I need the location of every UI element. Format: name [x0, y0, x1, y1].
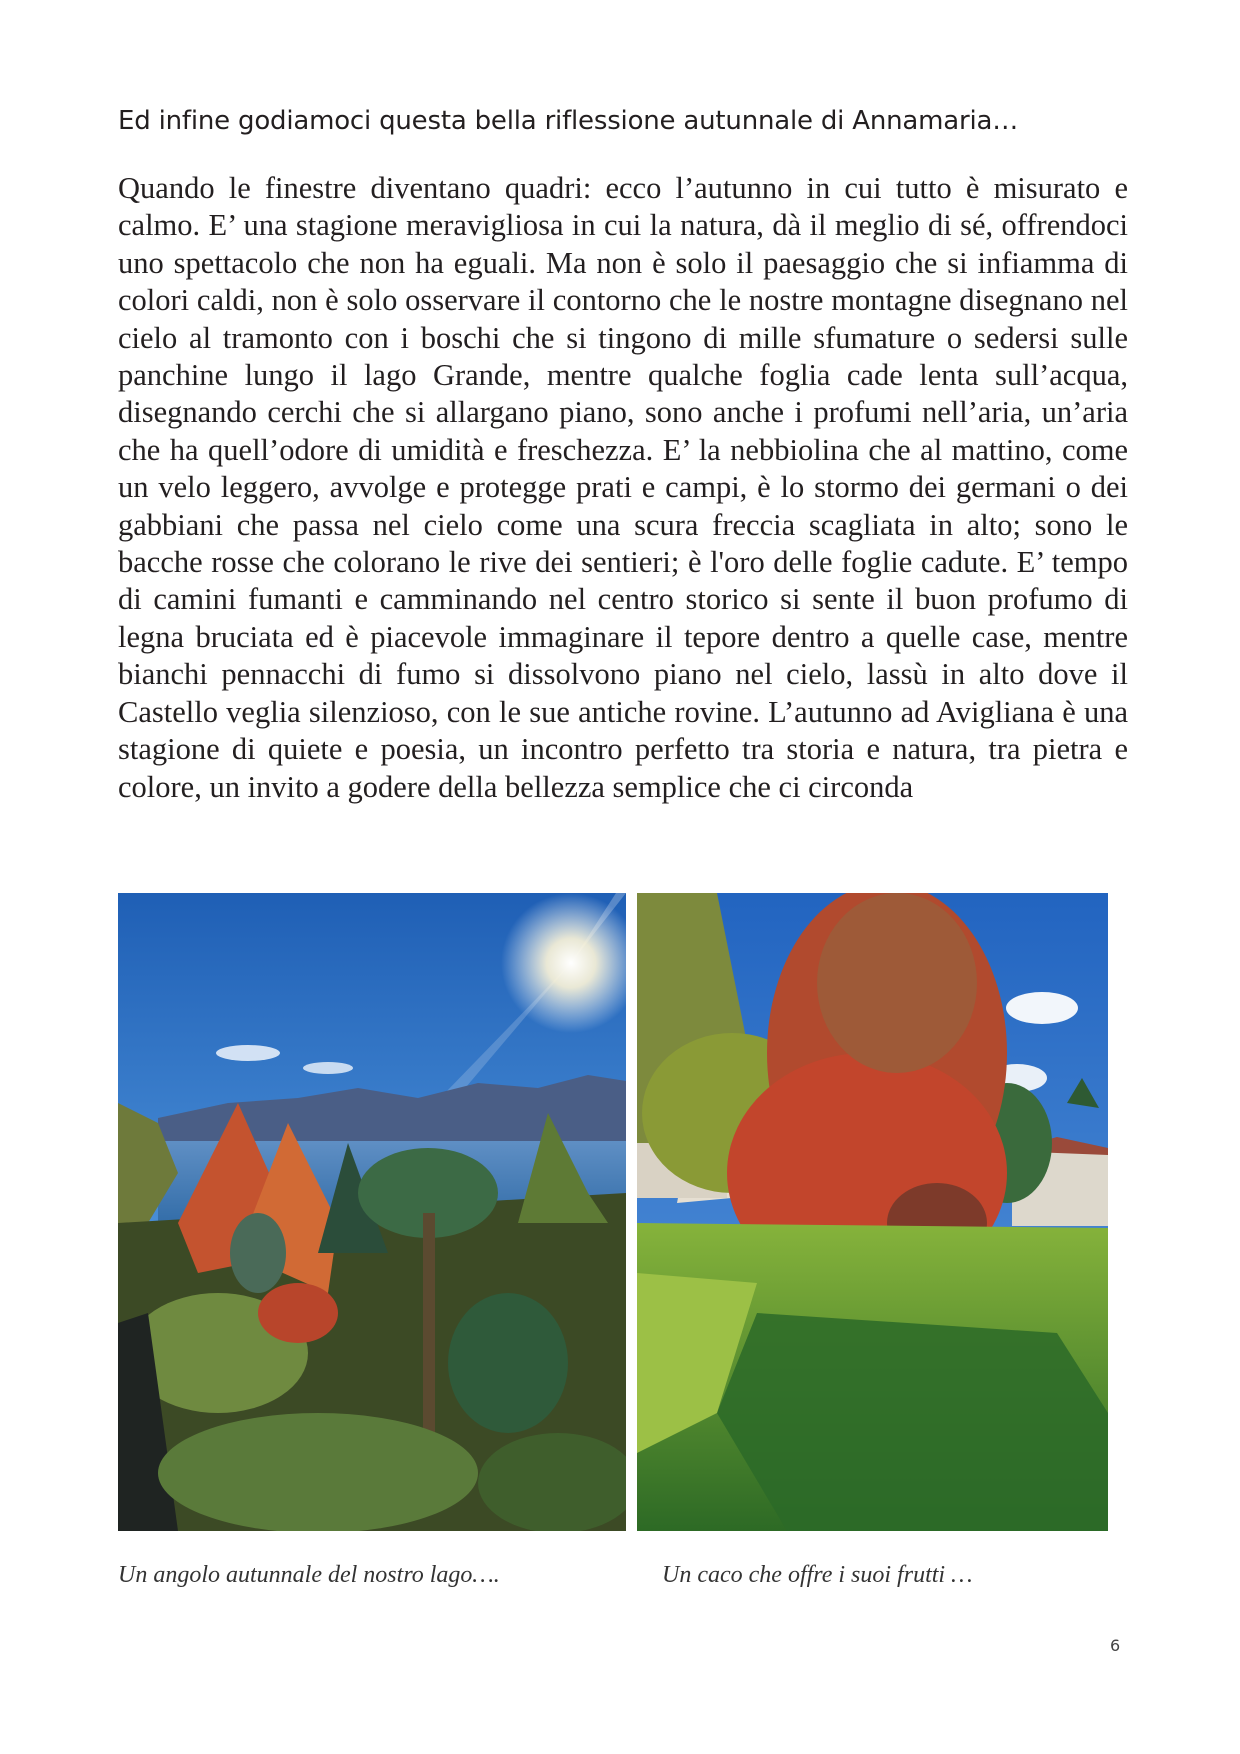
page-number: 6	[1110, 1636, 1121, 1655]
lake-photo	[118, 893, 626, 1531]
persimmon-tree-photo	[637, 893, 1108, 1531]
photo-caption-tree: Un caco che offre i suoi frutti …	[662, 1562, 973, 1588]
body-paragraph: Quando le finestre diventano quadri: ecco l’autunno in cui tutto è misurato e calmo. E’ una stagione meravigliosa in cui la natura, dà il meglio di sé, offrendoci uno spettacolo che non ha eguali. Ma non è solo il paesaggio che si infiamma di colori caldi, non è solo osservare il contorno che le nostre montagne disegnano nel cielo al tramonto con i boschi che si tingono di mille sfumature o sedersi sulle panchine lungo il lago Grande, mentre qualche foglia cade lenta sull’acqua, disegnando cerchi che si allargano piano, sono anche i profumi nell’aria, un’aria che ha quell’odore di umidità e freschezza. E’ la nebbiolina che al mattino, come un velo leggero, avvolge e protegge prati e campi, è lo stormo dei germani o dei gabbiani che passa nel cielo come una scura freccia scagliata in alto; sono le bacche rosse che colorano le rive dei sentieri; è l'oro delle foglie cadute. E’ tempo di camini fumanti e camminando nel centro storico si sente il buon profumo di legna bruciata ed è piacevole immaginare il tepore dentro a quelle case, mentre bianchi pennacchi di fumo si dissolvono piano nel cielo, lassù in alto dove il Castello veglia silenzioso, con le sue antiche rovine. L’autunno ad Avigliana è una stagione di quiete e poesia, un incontro perfetto tra storia e natura, tra pietra e colore, un invito a godere della bellezza semplice che ci circonda	[118, 171, 1128, 804]
photo-caption-lake: Un angolo autunnale del nostro lago….	[118, 1562, 500, 1588]
intro-heading: Ed infine godiamoci questa bella riflessione autunnale di Annamaria…	[118, 106, 1019, 136]
